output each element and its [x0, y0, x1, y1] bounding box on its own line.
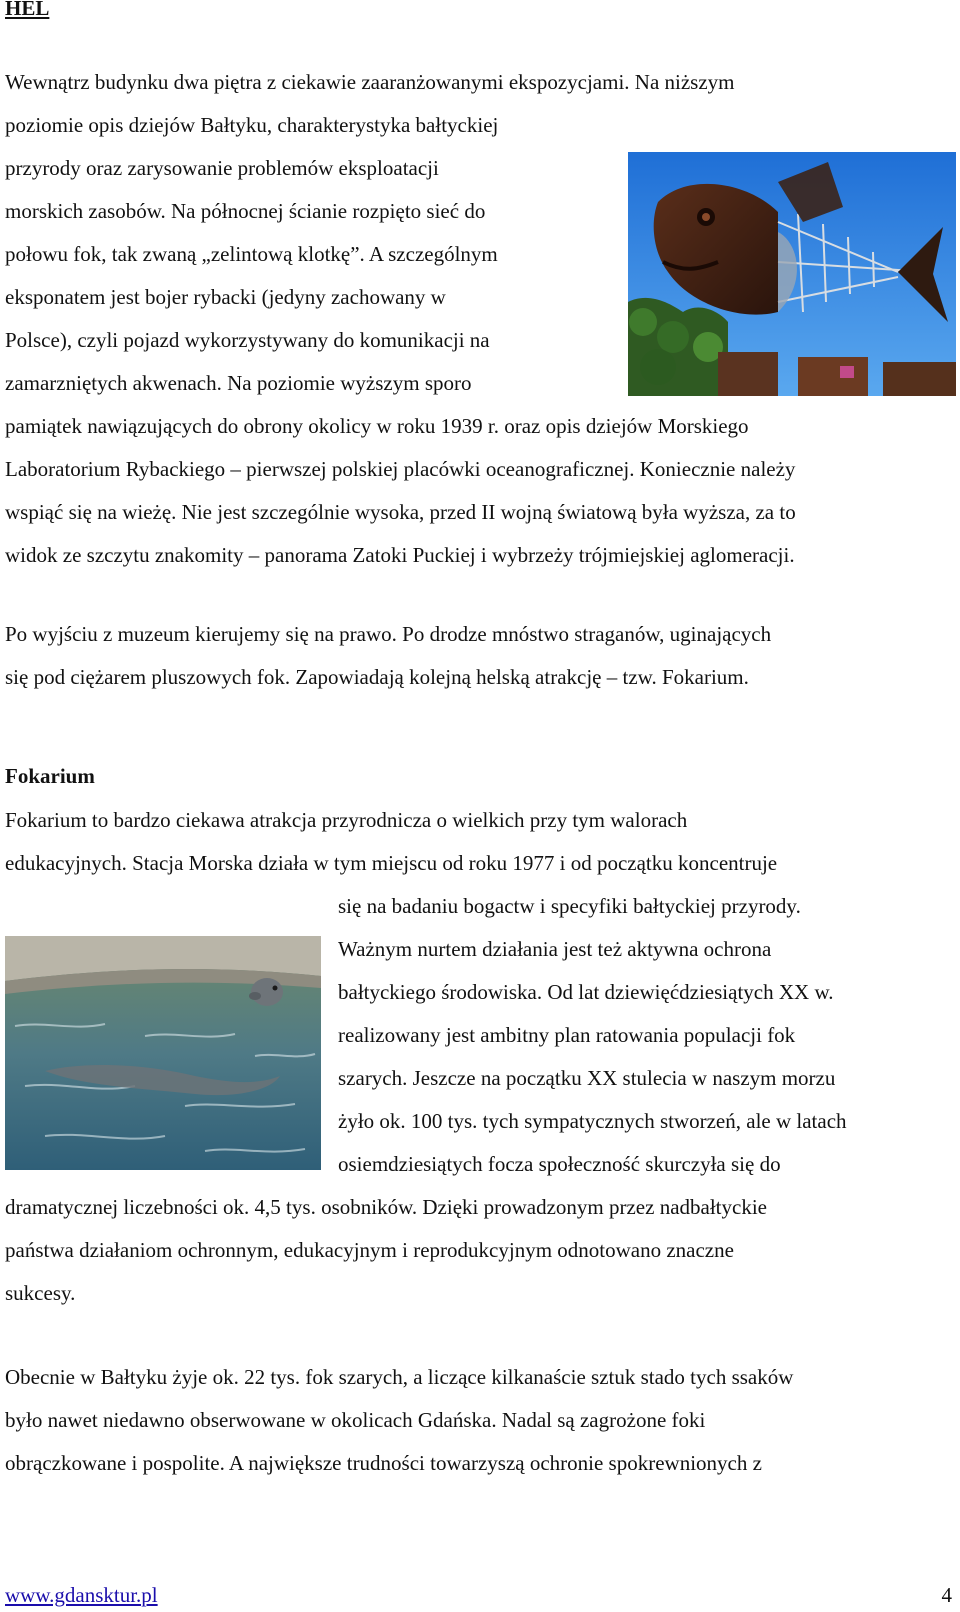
paragraph-line: sukcesy.	[5, 1281, 76, 1305]
section-heading: Fokarium	[5, 764, 95, 788]
fish-sculpture-photo	[628, 152, 956, 396]
paragraph-line: dramatycznej liczebności ok. 4,5 tys. osobników. Dzięki prowadzonym przez nadbałtyckie	[5, 1195, 767, 1219]
website-link[interactable]: www.gdansktur.pl	[5, 1583, 158, 1607]
seal-photo	[5, 936, 321, 1170]
paragraph-line: morskich zasobów. Na północnej ścianie rozpięto sieć do	[5, 199, 486, 223]
paragraph-line: widok ze szczytu znakomity – panorama Zatoki Puckiej i wybrzeży trójmiejskiej aglomeracji.	[5, 543, 795, 567]
paragraph-line: się pod ciężarem pluszowych fok. Zapowiadają kolejną helską atrakcję – tzw. Fokarium.	[5, 665, 749, 689]
paragraph-line: Ważnym nurtem działania jest też aktywna ochrona	[338, 937, 772, 961]
paragraph-line: poziomie opis dziejów Bałtyku, charakterystyka bałtyckiej	[5, 113, 499, 137]
paragraph-line: obrączkowane i pospolite. A największe trudności towarzyszą ochronie spokrewnionych z	[5, 1451, 762, 1475]
paragraph-line: zamarzniętych akwenach. Na poziomie wyższym sporo	[5, 371, 472, 395]
paragraph-line: się na badaniu bogactw i specyfiki bałtyckiej przyrody.	[338, 894, 801, 918]
paragraph-line: Polsce), czyli pojazd wykorzystywany do komunikacji na	[5, 328, 490, 352]
paragraph-line: pamiątek nawiązujących do obrony okolicy w roku 1939 r. oraz opis dziejów Morskiego	[5, 414, 749, 438]
page-title: HEL	[5, 0, 50, 20]
paragraph-line: wspiąć się na wieżę. Nie jest szczególnie wysoka, przed II wojną światową była wyższa, za to	[5, 500, 796, 524]
paragraph-line: państwa działaniom ochronnym, edukacyjnym i reprodukcyjnym odnotowano znaczne	[5, 1238, 734, 1262]
paragraph-line: Wewnątrz budynku dwa piętra z ciekawie zaaranżowanymi ekspozycjami. Na niższym	[5, 70, 735, 94]
paragraph-line: Obecnie w Bałtyku żyje ok. 22 tys. fok szarych, a liczące kilkanaście sztuk stado tych ssaków	[5, 1365, 794, 1389]
paragraph-line: edukacyjnych. Stacja Morska działa w tym miejscu od roku 1977 i od początku koncentruje	[5, 851, 778, 875]
paragraph-line: Po wyjściu z muzeum kierujemy się na prawo. Po drodze mnóstwo straganów, uginających	[5, 622, 772, 646]
page-number: 4	[941, 1583, 952, 1607]
paragraph-line: eksponatem jest bojer rybacki (jedyny zachowany w	[5, 285, 446, 309]
paragraph-line: szarych. Jeszcze na początku XX stulecia w naszym morzu	[338, 1066, 836, 1090]
paragraph-line: połowu fok, tak zwaną „zelintową klotkę”. A szczególnym	[5, 242, 498, 266]
paragraph-line: realizowany jest ambitny plan ratowania populacji fok	[338, 1023, 796, 1047]
paragraph-line: było nawet niedawno obserwowane w okolicach Gdańska. Nadal są zagrożone foki	[5, 1408, 706, 1432]
paragraph-line: Fokarium to bardzo ciekawa atrakcja przyrodnicza o wielkich przy tym walorach	[5, 808, 688, 832]
paragraph-line: bałtyckiego środowiska. Od lat dziewięćdziesiątych XX w.	[338, 980, 834, 1004]
paragraph-line: przyrody oraz zarysowanie problemów eksploatacji	[5, 156, 439, 180]
paragraph-line: Laboratorium Rybackiego – pierwszej polskiej placówki oceanograficznej. Koniecznie należy	[5, 457, 796, 481]
paragraph-line: żyło ok. 100 tys. tych sympatycznych stworzeń, ale w latach	[338, 1109, 847, 1133]
paragraph-line: osiemdziesiątych focza społeczność skurczyła się do	[338, 1152, 781, 1176]
